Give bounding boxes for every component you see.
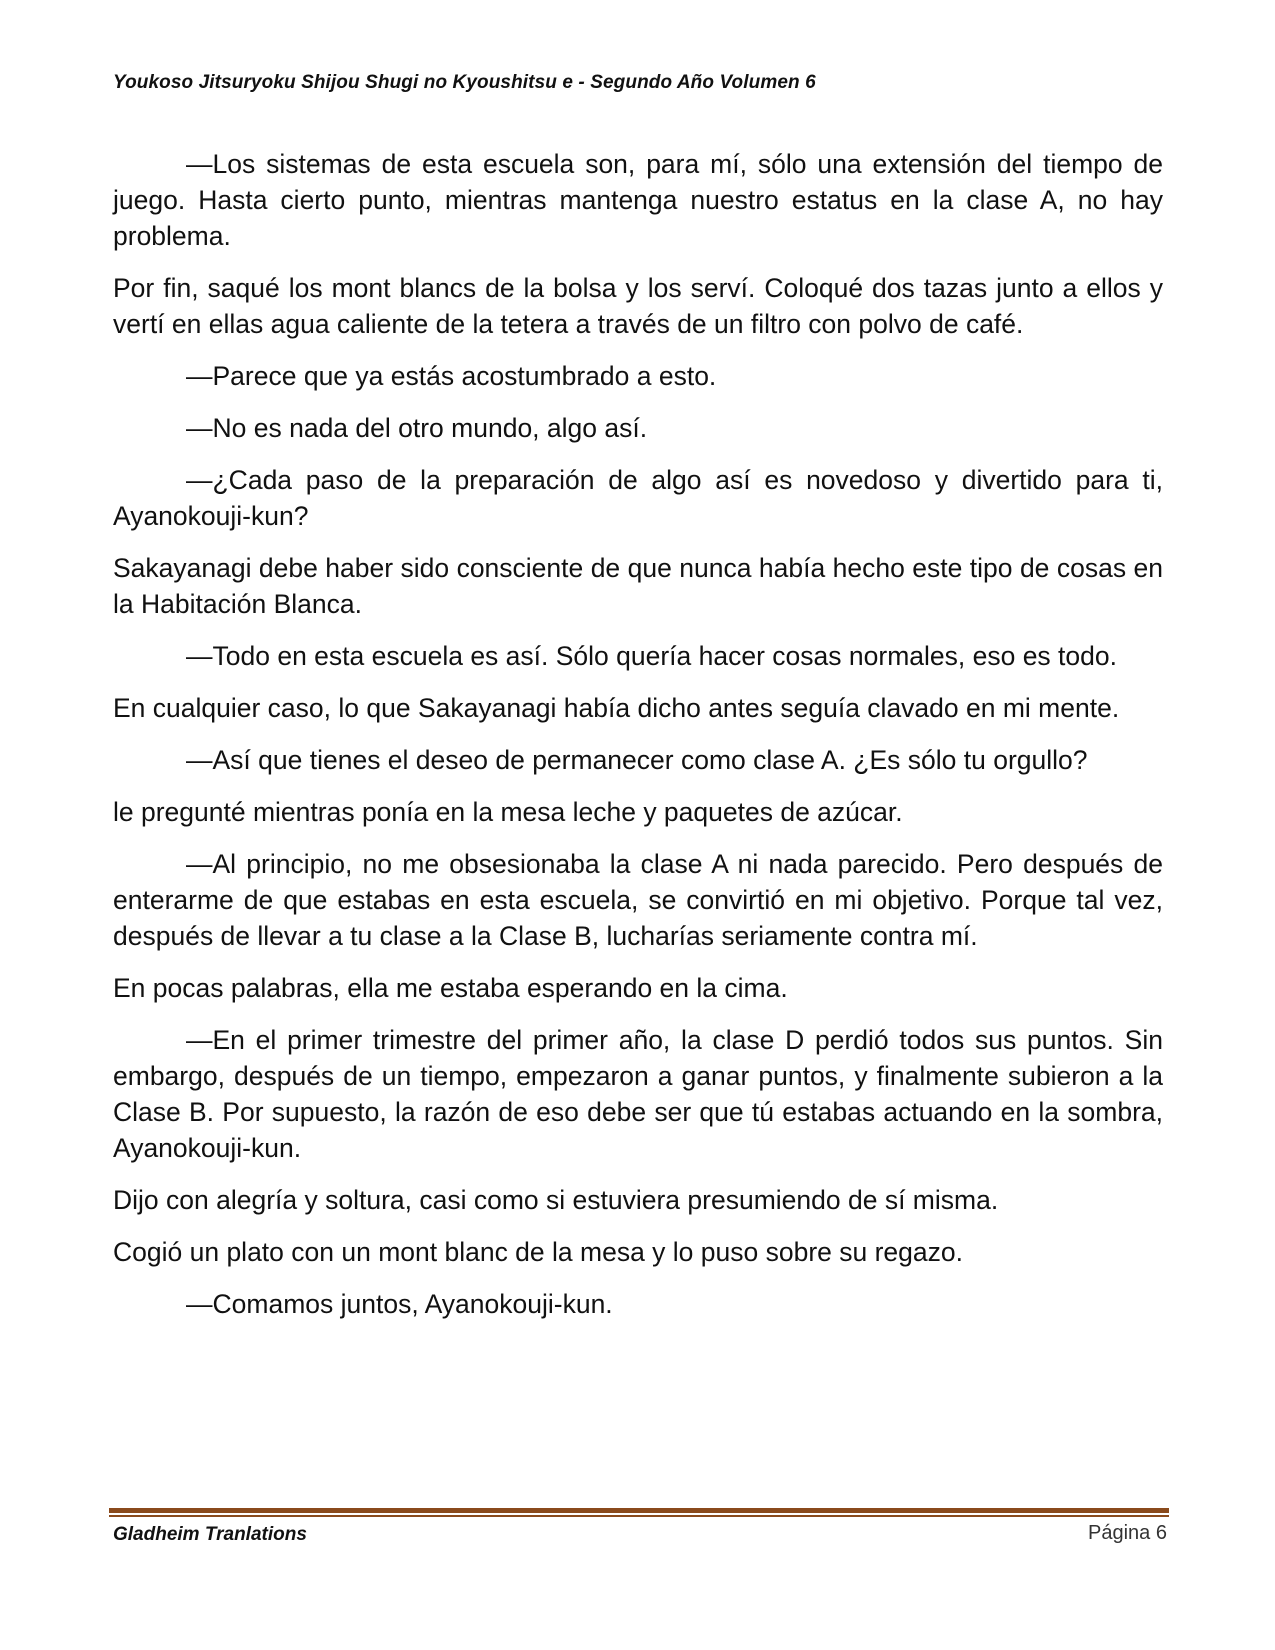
- paragraph-5: —¿Cada paso de la preparación de algo así es novedoso y divertido para ti, Ayanokouji-kun?: [113, 465, 1163, 531]
- paragraph-12: En pocas palabras, ella me estaba esperando en la cima.: [113, 973, 788, 1003]
- paragraph-9: —Así que tienes el deseo de permanecer como clase A. ¿Es sólo tu orgullo?: [186, 745, 1088, 775]
- footer-divider-thin: [109, 1515, 1169, 1517]
- page-number: [1088, 1522, 1167, 1545]
- paragraph-11: —Al principio, no me obsesionaba la clase A ni nada parecido. Pero después de enterarme de que estabas en esta escuela, se convirtió en mi objetivo. Porque tal vez, después de llevar a tu clase a la Clase B, lucharías seriamente contra mí.: [113, 849, 1163, 951]
- paragraph-3: —Parece que ya estás acostumbrado a esto.: [186, 361, 717, 391]
- paragraph-13: —En el primer trimestre del primer año, la clase D perdió todos sus puntos. Sin embargo, después de un tiempo, empezaron a ganar puntos, y finalmente subieron a la Clase B. Por supuesto, la razón de eso debe ser que tú estabas actuando en la sombra, Ayanokouji-kun.: [113, 1025, 1163, 1163]
- paragraph-2: Por fin, saqué los mont blancs de la bolsa y los serví. Coloqué dos tazas junto a ellos y vertí en ellas agua caliente de la tetera a través de un filtro con polvo de café.: [113, 273, 1163, 339]
- paragraph-1: —Los sistemas de esta escuela son, para mí, sólo una extensión del tiempo de juego. Hasta cierto punto, mientras mantenga nuestro estatus en la clase A, no hay problema.: [113, 149, 1163, 251]
- paragraph-8: En cualquier caso, lo que Sakayanagi había dicho antes seguía clavado en mi mente.: [113, 693, 1120, 723]
- page-body: [113, 146, 1163, 1338]
- page-number-label: Página: [1088, 1522, 1151, 1544]
- page-number-value: 6: [1155, 1522, 1167, 1544]
- running-header: Youkoso Jitsuryoku Shijou Shugi no Kyoushitsu e - Segundo Año Volumen 6: [113, 72, 816, 93]
- paragraph-7: —Todo en esta escuela es así. Sólo quería hacer cosas normales, eso es todo.: [186, 641, 1117, 671]
- paragraph-16: —Comamos juntos, Ayanokouji-kun.: [186, 1289, 613, 1319]
- footer-divider: [109, 1508, 1169, 1518]
- paragraph-14: Dijo con alegría y soltura, casi como si estuviera presumiendo de sí misma.: [113, 1185, 999, 1215]
- paragraph-10: le pregunté mientras ponía en la mesa leche y paquetes de azúcar.: [113, 797, 903, 827]
- footer-divider-thick: [109, 1508, 1169, 1513]
- footer-publisher: Gladheim Tranlations: [113, 1524, 307, 1545]
- paragraph-4: —No es nada del otro mundo, algo así.: [186, 413, 648, 443]
- paragraph-15: Cogió un plato con un mont blanc de la mesa y lo puso sobre su regazo.: [113, 1237, 963, 1267]
- paragraph-6: Sakayanagi debe haber sido consciente de que nunca había hecho este tipo de cosas en la Habitación Blanca.: [113, 553, 1163, 619]
